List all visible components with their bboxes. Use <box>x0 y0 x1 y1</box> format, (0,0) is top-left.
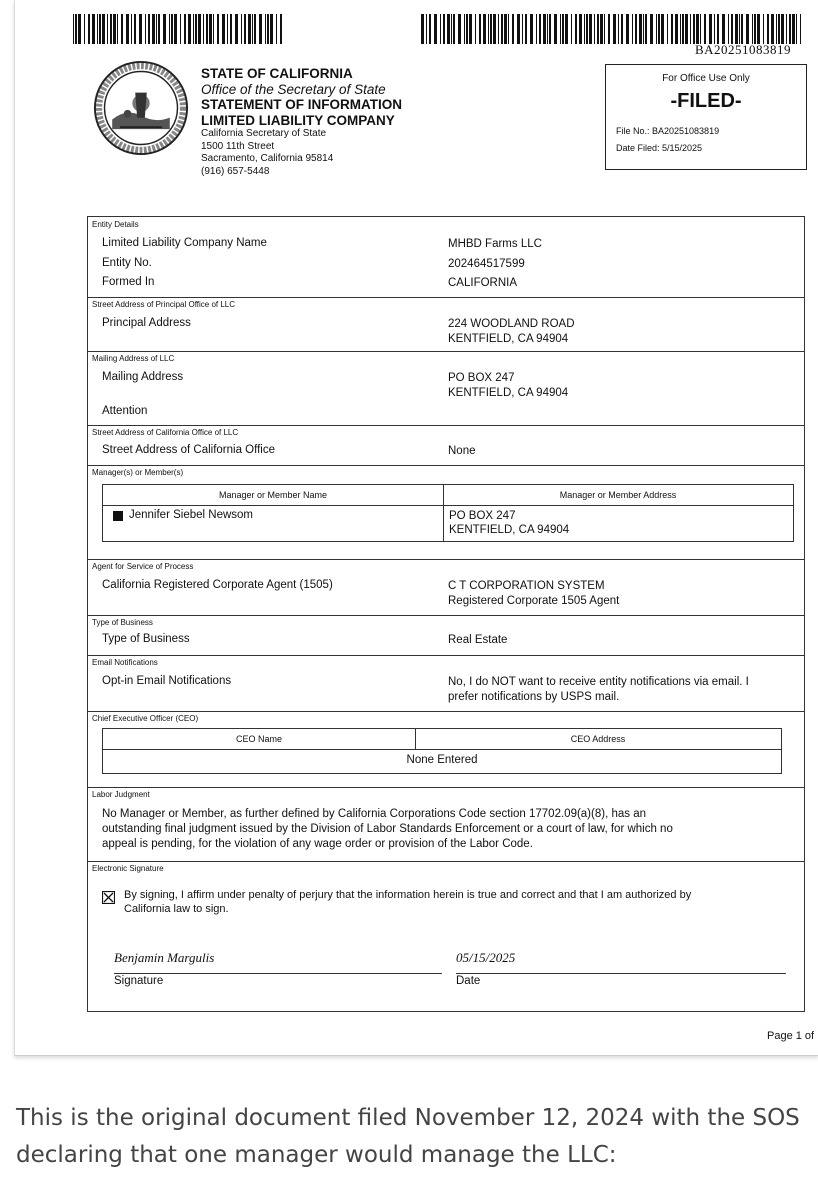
section-ceo <box>88 711 804 788</box>
section-title: Street Address of Principal Office of LLC <box>92 300 236 309</box>
attention-label: Attention <box>102 405 148 417</box>
form-title-2: LIMITED LIABILITY COMPANY <box>201 112 395 128</box>
date-filed: Date Filed: 5/15/2025 <box>616 143 703 154</box>
principal-address-line: KENTFIELD, CA 94904 <box>448 332 569 345</box>
section-title: Email Notifications <box>92 658 158 667</box>
field-label: Limited Liability Company Name <box>102 237 267 249</box>
ca-office-value: None <box>448 445 476 457</box>
entity-number-value: 202464517599 <box>448 258 525 270</box>
date-label: Date <box>456 975 481 987</box>
section-ca-office <box>88 425 804 466</box>
manager-name: Jennifer Siebel Newsom <box>129 509 254 521</box>
section-title: Entity Details <box>92 220 139 229</box>
signature-line <box>114 973 442 974</box>
section-principal-address <box>88 297 804 352</box>
office-use-box <box>605 64 807 170</box>
managers-table <box>102 484 794 542</box>
agent-type: Registered Corporate 1505 Agent <box>448 594 620 607</box>
ceo-value: None Entered <box>406 754 478 766</box>
header-block <box>201 66 402 178</box>
section-title: Manager(s) or Member(s) <box>92 468 184 477</box>
checked-box-icon <box>102 891 115 904</box>
email-value-line: No, I do NOT want to receive entity notifications via email. I <box>448 676 749 688</box>
affirmation-line: By signing, I affirm under penalty of perjury that the information herein is true and correct and that I am authorized by <box>124 889 692 901</box>
mailing-address-line: PO BOX 247 <box>448 372 515 384</box>
section-business-type <box>88 615 804 656</box>
llc-name-value: MHBD Farms LLC <box>448 238 542 250</box>
signature-label: Signature <box>114 975 164 987</box>
principal-address-line: 224 WOODLAND ROAD <box>448 318 575 330</box>
labor-text-line: No Manager or Member, as further defined by California Corporations Code section 17702.09(a)(8), has an <box>102 808 646 820</box>
address-line: Sacramento, California 95814 <box>201 153 334 165</box>
section-title: Electronic Signature <box>92 864 164 873</box>
field-label: Principal Address <box>102 317 191 329</box>
field-label: Mailing Address <box>102 371 184 383</box>
section-title: Mailing Address of LLC <box>92 354 175 363</box>
address-line: 1500 11th Street <box>201 140 275 152</box>
section-title: Chief Executive Officer (CEO) <box>92 714 199 723</box>
section-entity-details <box>88 217 804 298</box>
caption-text: This is the original document filed November 12, 2024 with the SOS declaring that one manager would manage the LLC: <box>16 1105 800 1169</box>
field-label: Street Address of California Office <box>102 444 276 456</box>
section-mailing-address <box>88 351 804 426</box>
barcode-left <box>73 14 283 44</box>
section-agent <box>88 559 804 616</box>
manager-address-line: PO BOX 247 <box>449 510 516 522</box>
field-label: Formed In <box>102 276 155 288</box>
section-signature <box>88 861 804 1011</box>
section-title: Labor Judgment <box>92 790 150 799</box>
signature-date: 05/15/2025 <box>456 950 516 965</box>
ceo-table <box>102 728 782 774</box>
form-body <box>87 216 805 1012</box>
section-managers <box>88 465 804 560</box>
column-header: Manager or Member Name <box>218 490 328 500</box>
agent-name: C T CORPORATION SYSTEM <box>448 580 605 592</box>
signer-name: Benjamin Margulis <box>114 950 215 965</box>
field-label: Opt-in Email Notifications <box>102 675 232 687</box>
address-line: California Secretary of State <box>201 128 327 140</box>
address-line: (916) 657-5448 <box>201 165 270 177</box>
document-page <box>14 0 818 1056</box>
state-seal-icon <box>93 60 189 156</box>
field-label: Type of Business <box>102 633 190 645</box>
section-email <box>88 655 804 712</box>
labor-text-line: outstanding final judgment issued by the Division of Labor Standards Enforcement or a court of law, for which no <box>102 823 673 836</box>
section-title: Street Address of California Office of LLC <box>92 428 239 437</box>
barcode-number: BA20251083819 <box>695 42 792 57</box>
formed-in-value: CALIFORNIA <box>448 277 518 289</box>
column-header: CEO Name <box>235 734 282 744</box>
state-title: STATE OF CALIFORNIA <box>201 66 353 81</box>
column-header: CEO Address <box>570 734 626 744</box>
manager-address-line: KENTFIELD, CA 94904 <box>449 524 570 537</box>
field-label: Entity No. <box>102 257 152 269</box>
section-labor-judgment <box>88 787 804 862</box>
file-number: File No.: BA20251083819 <box>616 126 720 136</box>
date-line <box>456 973 786 974</box>
office-title: Office of the Secretary of State <box>201 81 386 97</box>
section-title: Agent for Service of Process <box>92 562 194 571</box>
labor-text-line: appeal is pending, for the violation of any wage order or provision of the Labor Code. <box>102 838 533 851</box>
office-use-title: For Office Use Only <box>662 73 750 84</box>
section-title: Type of Business <box>92 618 153 627</box>
field-label: California Registered Corporate Agent (1505) <box>102 579 333 591</box>
filed-status: -FILED- <box>670 90 742 112</box>
page-number: Page 1 of <box>767 1030 815 1042</box>
column-header: Manager or Member Address <box>559 490 677 500</box>
manager-checkbox-icon <box>113 511 123 521</box>
email-value-line: prefer notifications by USPS mail. <box>448 690 620 703</box>
mailing-address-line: KENTFIELD, CA 94904 <box>448 386 569 399</box>
form-title-1: STATEMENT OF INFORMATION <box>201 97 402 113</box>
business-type-value: Real Estate <box>448 634 508 646</box>
affirmation-line: California law to sign. <box>124 902 229 915</box>
barcode-right <box>421 14 801 44</box>
